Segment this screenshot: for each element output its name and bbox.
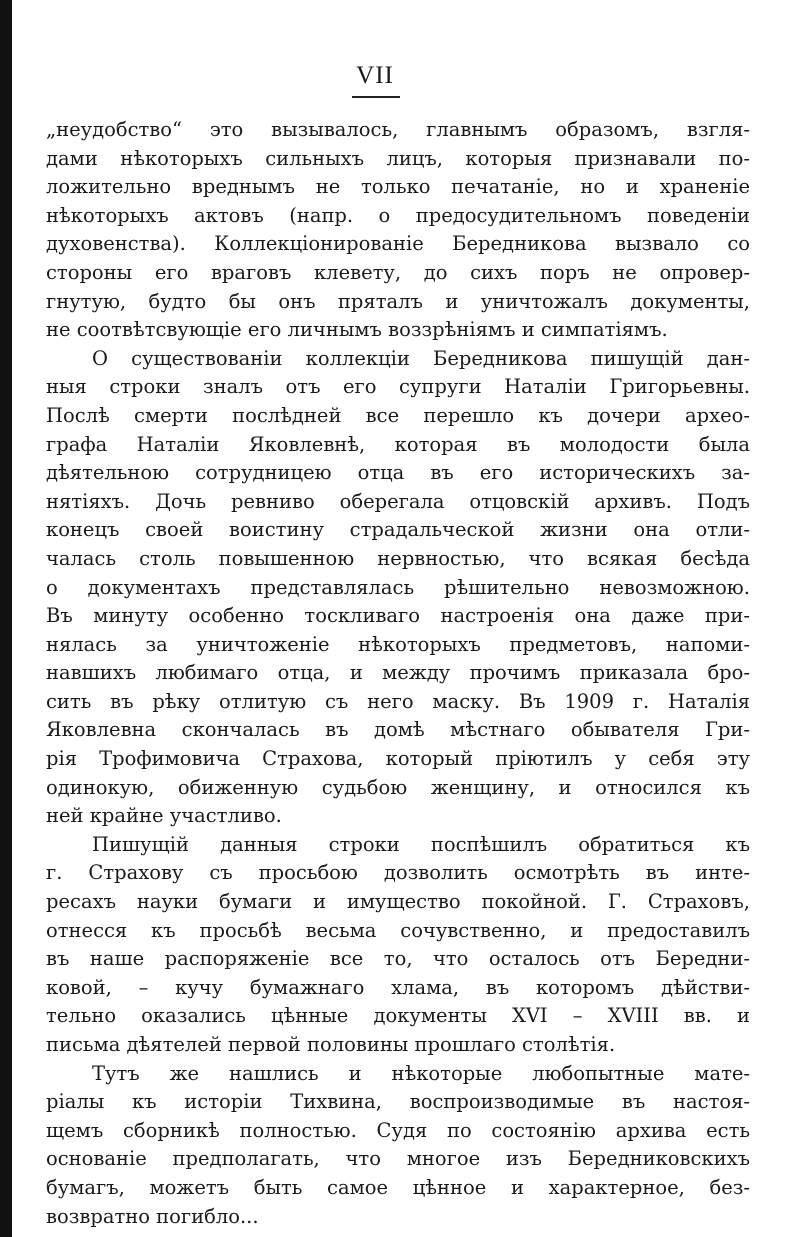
text-line: О существованіи коллекціи Бередникова пишущій дан- (92, 346, 750, 370)
text-line: о документахъ представлялась рѣшительно невозможною. (46, 575, 750, 599)
text-line: тельно оказались цѣнные документы XVI – XVIII вв. и (46, 1004, 750, 1028)
text-line: Въ минуту особенно тоскливаго настроенія она даже при- (46, 604, 750, 628)
paragraph (46, 116, 750, 345)
text-line: письма дѣятелей первой половины прошлаго столѣтія. (46, 1033, 616, 1056)
text-line: „неудобство“ это вызывалось, главнымъ образомъ, взгля- (46, 118, 750, 141)
scan-page-edge (0, 0, 12, 1237)
text-line: конецъ своей воистину страдальческой жизни она отли- (46, 518, 750, 542)
text-line: графа Наталіи Яковлевнѣ, которая въ молодости была (46, 432, 750, 456)
text-line: Послѣ смерти послѣдней все перешло къ дочери археo- (46, 403, 750, 427)
text-line: Яковлевна скончалась въ домѣ мѣстнаго обывателя Гри- (46, 718, 750, 742)
text-line: ней крайне участливо. (46, 804, 282, 828)
text-line: ресахъ науки бумаги и имущество покойной. Г. Страховъ, (46, 890, 750, 914)
body-text (46, 116, 750, 1231)
text-line: ріалы къ исторіи Тихвина, воспроизводимые въ настоя- (46, 1090, 750, 1114)
text-line: г. Страхову съ просьбою дозволить осмотрѣть въ инте- (46, 861, 750, 885)
text-line: сить въ рѣку отлитую съ него маску. Въ 1909 г. Наталія (46, 689, 750, 713)
text-line: ковой, – кучу бумажнаго хлама, въ которомъ дѣйстви- (46, 975, 750, 999)
page-number-underline (352, 96, 400, 98)
text-line: дами нѣкоторыхъ сильныхъ лицъ, которыя признавали по- (46, 146, 750, 170)
text-line: дѣятельною сотрудницею отца въ его историческихъ за- (46, 461, 750, 485)
text-line: нялась за уничтоженіе нѣкоторыхъ предметовъ, напоми- (46, 632, 750, 656)
text-line: нятіяхъ. Дочь ревниво оберегала отцовскій архивъ. Подъ (46, 489, 750, 513)
text-line: чалась столь повышенною нервностью, что всякая бесѣда (46, 546, 750, 570)
text-line: гнутую, будто бы онъ пряталъ и уничтожалъ документы, (46, 289, 750, 313)
text-line: основаніе предполагать, что многое изъ Бередниковскихъ (46, 1147, 750, 1171)
text-line: Тутъ же нашлись и нѣкоторые любопытные мате- (92, 1061, 750, 1085)
text-line: навшихъ любимаго отца, и между прочимъ приказала бро- (46, 661, 750, 685)
paragraph (46, 831, 750, 1060)
text-line: отнесся къ просьбѣ весьма сочувственно, и предоставилъ (46, 918, 750, 942)
text-line: ложительно вреднымъ не только печатаніе, но и храненіе (46, 175, 750, 199)
text-line: бумагъ, можетъ быть самое цѣнное и характерное, без- (46, 1175, 750, 1199)
paragraph (46, 1060, 750, 1232)
text-line: стороны его враговъ клевету, до сихъ поръ не опровер- (46, 260, 750, 284)
text-line: щемъ сборникѣ полностью. Судя по состоянію архива есть (46, 1118, 750, 1142)
text-line: рія Трофимовича Страхова, который пріютилъ у себя эту (46, 747, 750, 771)
paragraph (46, 345, 750, 831)
text-line: ныя строки зналъ отъ его супруги Наталіи Григорьевны. (46, 375, 750, 399)
text-line: Пишущій данныя строки поспѣшилъ обратиться къ (92, 832, 750, 856)
text-line: въ наше распоряженіе все то, что осталось отъ Бередни- (46, 947, 750, 971)
text-line: возвратно погибло... (46, 1204, 259, 1228)
text-line: духовенства). Коллекціонированіе Бередникова вызвало со (46, 232, 750, 256)
text-line: нѣкоторыхъ актовъ (напр. о предосудительномъ поведеніи (46, 203, 750, 227)
page-number: VII (356, 62, 394, 89)
text-line: одинокую, обиженную судьбою женщину, и относился къ (46, 775, 750, 799)
text-line: не соотвѣтсвующіе его личнымъ воззрѣніямъ и симпатіямъ. (46, 318, 668, 342)
